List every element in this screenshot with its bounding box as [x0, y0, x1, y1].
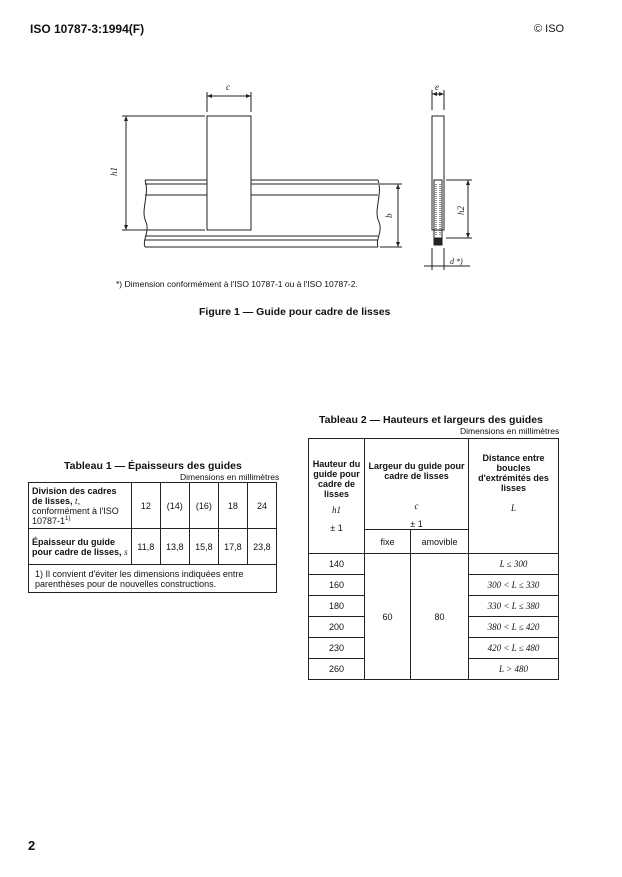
- table-cell: (16): [189, 483, 218, 529]
- table2-fixe-value: 60: [365, 554, 411, 680]
- figure-caption: Figure 1 — Guide pour cadre de lisses: [199, 306, 391, 318]
- table-cell: (14): [160, 483, 189, 529]
- table2-sub-fixe: fixe: [365, 530, 411, 554]
- table-cell: L ≤ 300: [469, 554, 559, 575]
- table-cell: 24: [247, 483, 276, 529]
- table-cell: 180: [309, 596, 365, 617]
- table-cell: 260: [309, 659, 365, 680]
- table1-row-division: [29, 483, 277, 529]
- dim-h2-label: h2: [456, 206, 466, 215]
- table-cell: 11,8: [131, 529, 160, 565]
- table1-row1-label: Division des cadres de lisses, t, conformément à l'ISO 10787-1$^{1)}$: [29, 483, 132, 529]
- table-row: [309, 554, 559, 575]
- table-cell: 230: [309, 638, 365, 659]
- dim-b-label: b: [384, 213, 394, 218]
- table1-units: Dimensions en millimètres: [180, 472, 280, 482]
- table-cell: 15,8: [189, 529, 218, 565]
- dim-h1-label: h1: [109, 167, 119, 176]
- table-cell: 18: [218, 483, 247, 529]
- table2-title: Tableau 2 — Hauteurs et largeurs des guides: [319, 414, 543, 426]
- table-cell: 12: [131, 483, 160, 529]
- table-cell: 17,8: [218, 529, 247, 565]
- table-cell: 23,8: [247, 529, 276, 565]
- table2-col3-header: Distance entre boucles d'extrémités des lisses L: [469, 439, 559, 554]
- table1-row2-label: Épaisseur du guide pour cadre de lisses, s: [29, 529, 132, 565]
- copyright-mark: © ISO: [534, 23, 565, 35]
- table-cell: 200: [309, 617, 365, 638]
- table1-title: Tableau 1 — Épaisseurs des guides: [64, 460, 242, 472]
- page-number: 2: [28, 838, 36, 853]
- table-cell: L > 480: [469, 659, 559, 680]
- table1-row-thickness: [29, 529, 277, 565]
- table2-col1-header: Hauteur du guide pour cadre de lisses h1 ± 1: [309, 439, 365, 554]
- dim-e-label: e: [435, 82, 439, 92]
- table2-col2-header: Largeur du guide pour cadre de lisses c ± 1: [365, 439, 469, 530]
- dim-d-label: d *): [450, 257, 463, 266]
- table-cell: 160: [309, 575, 365, 596]
- table-cell: 420 < L ≤ 480: [469, 638, 559, 659]
- table2-amovible-value: 80: [411, 554, 469, 680]
- document-id: ISO 10787-3:1994(F): [30, 22, 145, 36]
- table-cell: 300 < L ≤ 330: [469, 575, 559, 596]
- table2-sub-amovible: amovible: [411, 530, 469, 554]
- table-1: [28, 482, 277, 593]
- figure-footnote: *) Dimension conformément à l'ISO 10787-1 ou à l'ISO 10787-2.: [116, 279, 358, 289]
- table2-units: Dimensions en millimètres: [460, 426, 560, 436]
- table1-note-row: [29, 565, 277, 593]
- table-cell: 13,8: [160, 529, 189, 565]
- table1-note: 1) Il convient d'éviter les dimensions indiquées entre parenthèses pour de nouvelles constructions.: [29, 565, 277, 593]
- table-2: [308, 438, 559, 680]
- table-cell: 330 < L ≤ 380: [469, 596, 559, 617]
- table-cell: 140: [309, 554, 365, 575]
- dim-c-label: c: [226, 82, 230, 92]
- table-cell: 380 < L ≤ 420: [469, 617, 559, 638]
